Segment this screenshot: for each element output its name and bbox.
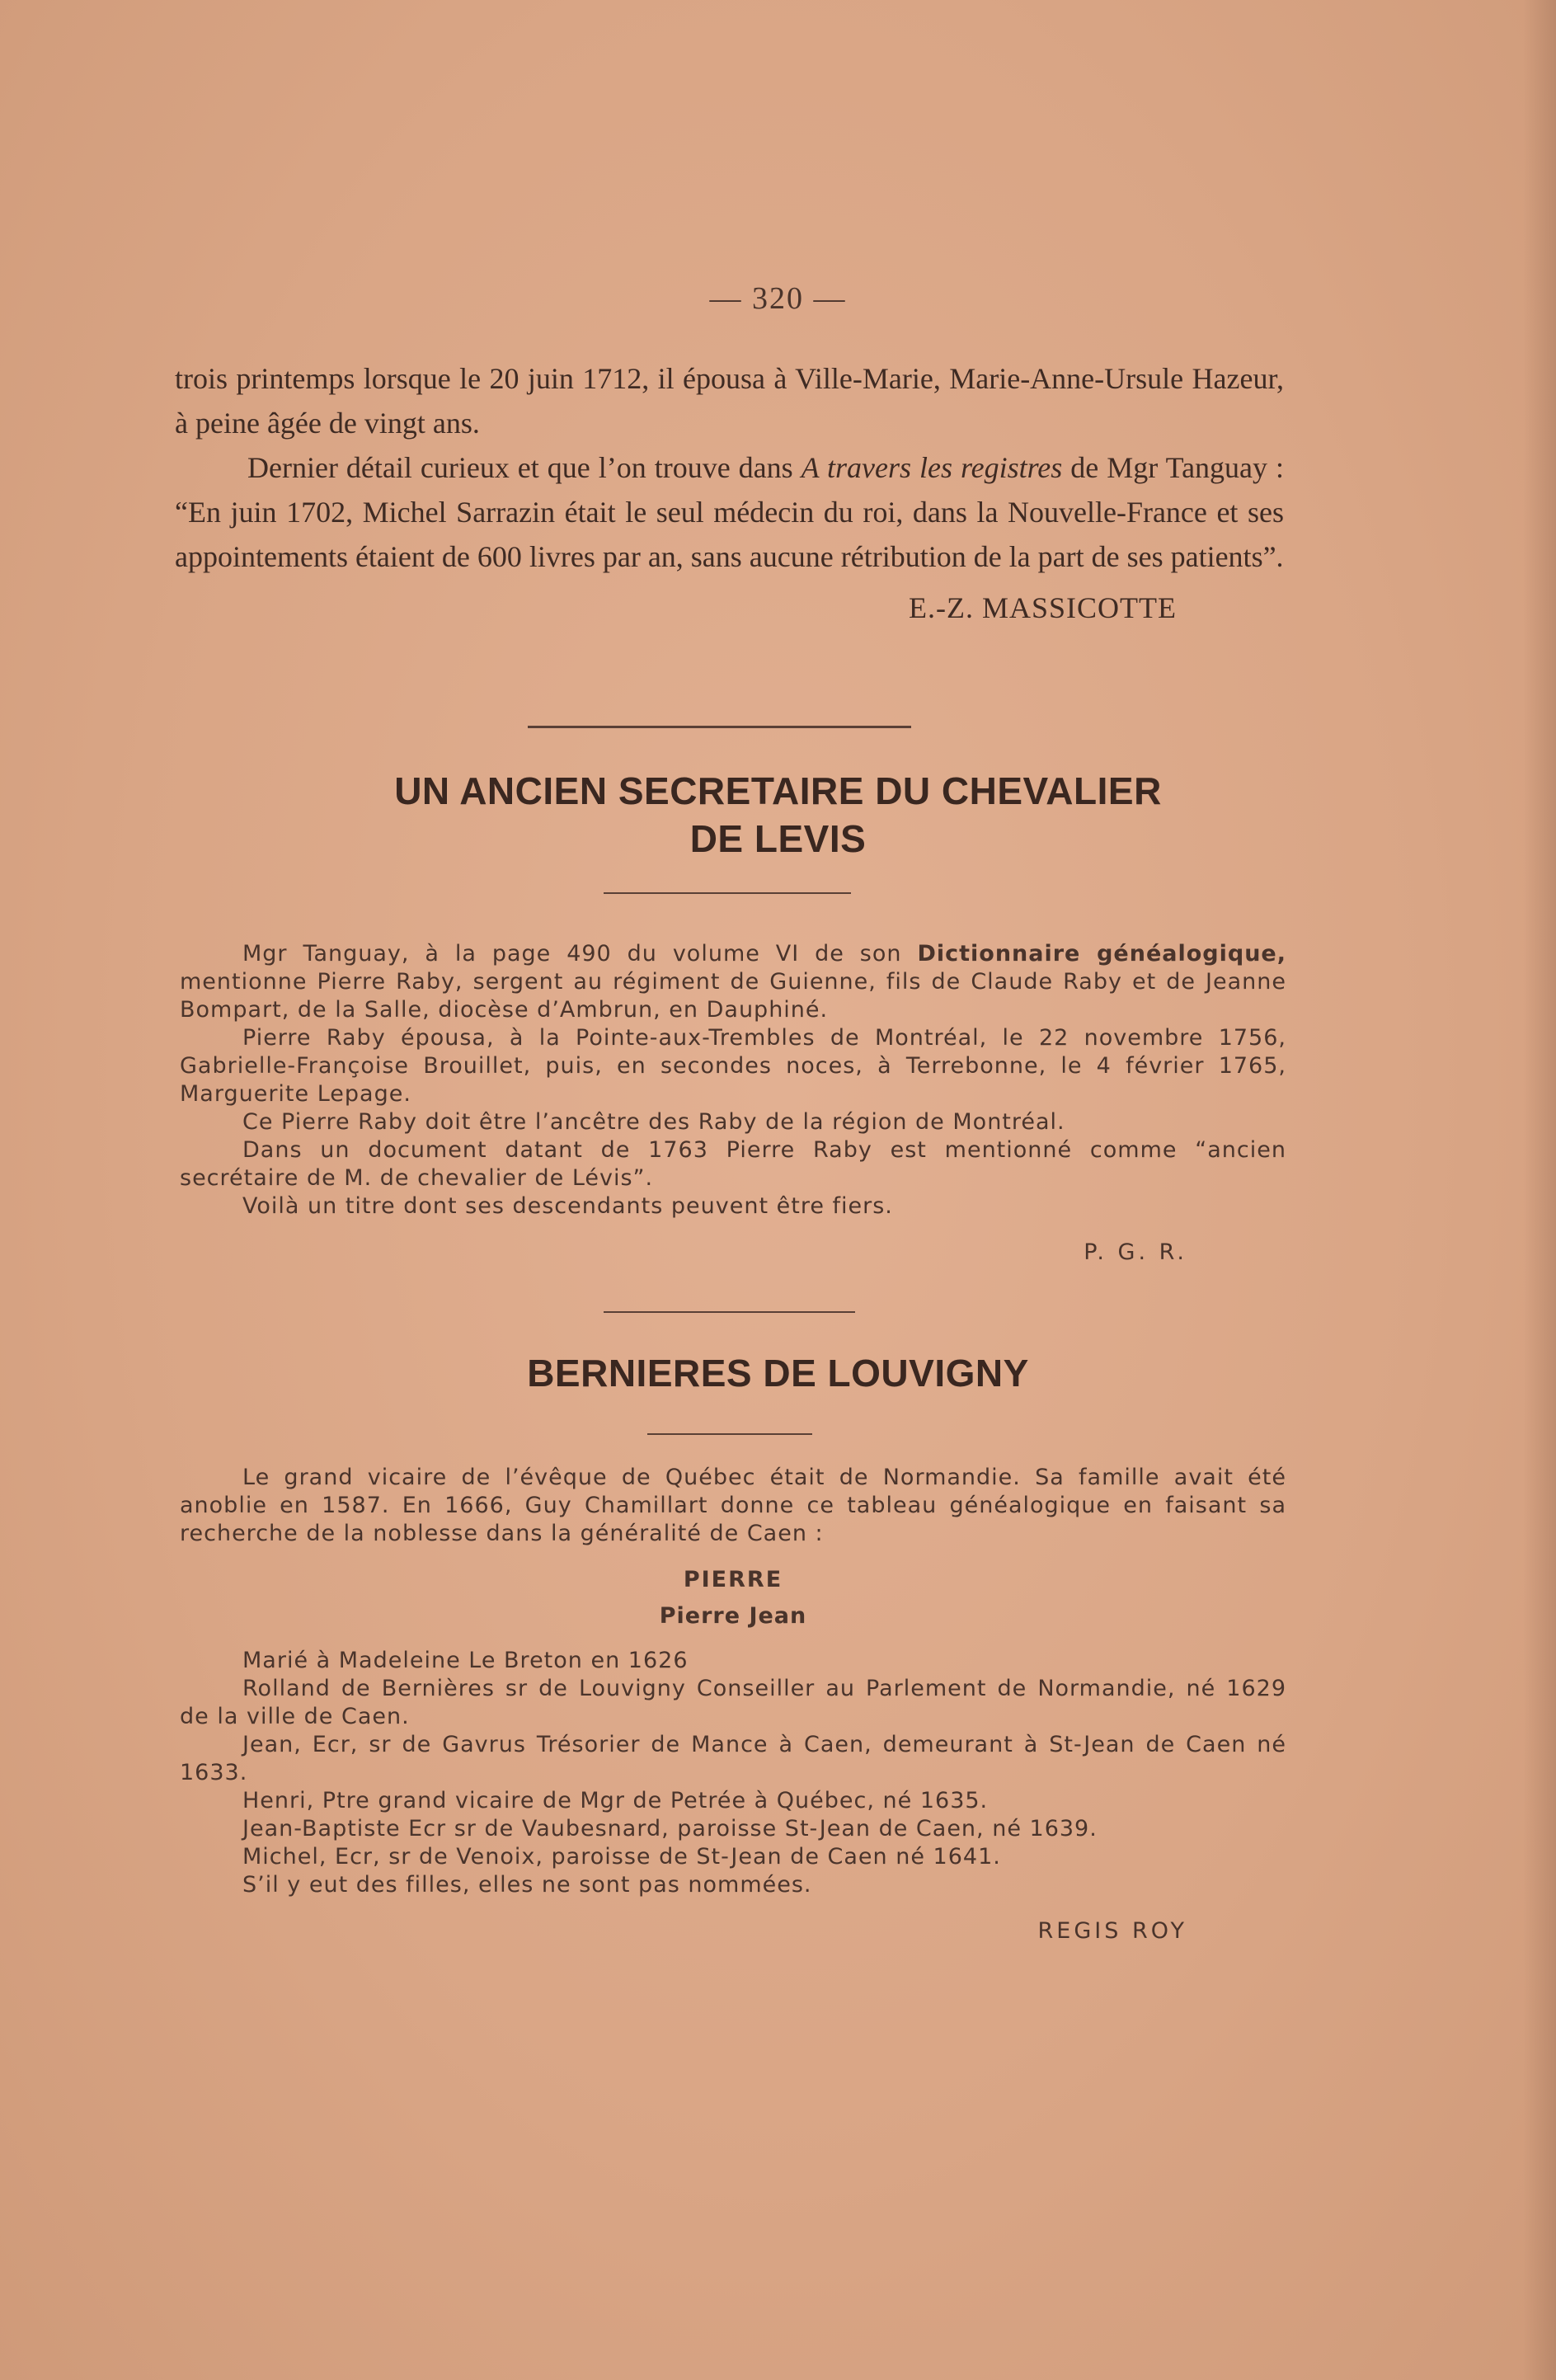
page-number: — 320 —	[709, 281, 847, 316]
paragraph: Voilà un titre dont ses descendants peuvent être fiers.	[242, 1193, 893, 1219]
paragraph: Dans un document datant de 1763 Pierre Raby est mentionné comme “ancien secrétaire de M. de chevalier de Lévis”.	[180, 1137, 1286, 1191]
paragraph: Le grand vicaire de l’évêque de Québec était de Normandie. Sa famille avait été anoblie en 1587. En 1666, Guy Chamillart donne ce tableau généalogique en faisant sa recherche de la noblesse dans la généralité de Caen :	[180, 1465, 1286, 1546]
signature: REGIS ROY	[1037, 1918, 1187, 1944]
text-run: Mgr Tanguay, à la page 490 du volume VI de son	[242, 941, 918, 967]
paragraph: Pierre Raby épousa, à la Pointe-aux-Trembles de Montréal, le 22 novembre 1756, Gabrielle-Françoise Brouillet, puis, en secondes noces, à Terrebonne, le 4 février 1765, Marguerite Lepage.	[180, 1025, 1286, 1107]
separator-rule	[604, 1311, 855, 1313]
paragraph	[175, 445, 1284, 579]
separator-rule	[647, 1433, 812, 1435]
article-bernieres	[180, 1464, 1286, 1945]
signature: E.-Z. MASSICOTTE	[909, 591, 1177, 624]
list-item: Jean-Baptiste Ecr sr de Vaubesnard, paroisse St-Jean de Caen, né 1639.	[242, 1816, 1098, 1841]
paragraph	[180, 940, 1286, 1024]
text-run: de Mgr Tanguay : “En juin 1702, Michel Sarrazin était le seul médecin du roi, dans la Nouvelle-France et ses appointements étaient de 600 livres par an, sans aucune rétribution de la part de ses patients”.	[175, 451, 1285, 573]
genealogy-sub: Pierre Jean	[659, 1603, 807, 1629]
list-item: Rolland de Bernières sr de Louvigny Conseiller au Parlement de Normandie, né 1629 de la ville de Caen.	[180, 1676, 1286, 1729]
title-line: DE LEVIS	[689, 817, 867, 860]
article-raby	[180, 940, 1286, 1267]
article-title	[0, 767, 1556, 863]
genealogy-head: PIERRE	[683, 1567, 783, 1592]
list-item: Michel, Ecr, sr de Venoix, paroisse de St-Jean de Caen né 1641.	[242, 1844, 1001, 1870]
text-run: mentionne Pierre Raby, sergent au régiment de Guienne, fils de Claude Raby et de Jeanne Bompart, de la Salle, diocèse d’Ambrun, en Dauphiné.	[180, 969, 1286, 1023]
list-item: S’il y eut des filles, elles ne sont pas nommées.	[242, 1872, 812, 1898]
paragraph: Ce Pierre Raby doit être l’ancêtre des Raby de la région de Montréal.	[242, 1109, 1065, 1135]
list-item: Jean, Ecr, sr de Gavrus Trésorier de Mance à Caen, demeurant à St-Jean de Caen né 1633.	[180, 1732, 1286, 1785]
paragraph: trois printemps lorsque le 20 juin 1712, il épousa à Ville-Marie, Marie-Anne-Ursule Hazeur, à peine âgée de vingt ans.	[175, 362, 1284, 440]
article-title: BERNIERES DE LOUVIGNY	[527, 1352, 1029, 1395]
italic-title: A travers les registres	[801, 451, 1063, 484]
article-massicotte-continuation	[175, 356, 1284, 630]
page-edge-shadow	[1523, 0, 1556, 2380]
separator-rule	[604, 892, 851, 894]
title-line: UN ANCIEN SECRETAIRE DU CHEVALIER	[394, 769, 1162, 812]
bold-title: Dictionnaire généalogique,	[917, 941, 1287, 967]
genealogy-list	[180, 1647, 1286, 1899]
list-item: Marié à Madeleine Le Breton en 1626	[242, 1648, 689, 1673]
separator-rule	[528, 726, 911, 728]
signature: P. G. R.	[1084, 1239, 1187, 1265]
text-run: Dernier détail curieux et que l’on trouve dans	[247, 451, 802, 484]
list-item: Henri, Ptre grand vicaire de Mgr de Petrée à Québec, né 1635.	[242, 1788, 989, 1813]
